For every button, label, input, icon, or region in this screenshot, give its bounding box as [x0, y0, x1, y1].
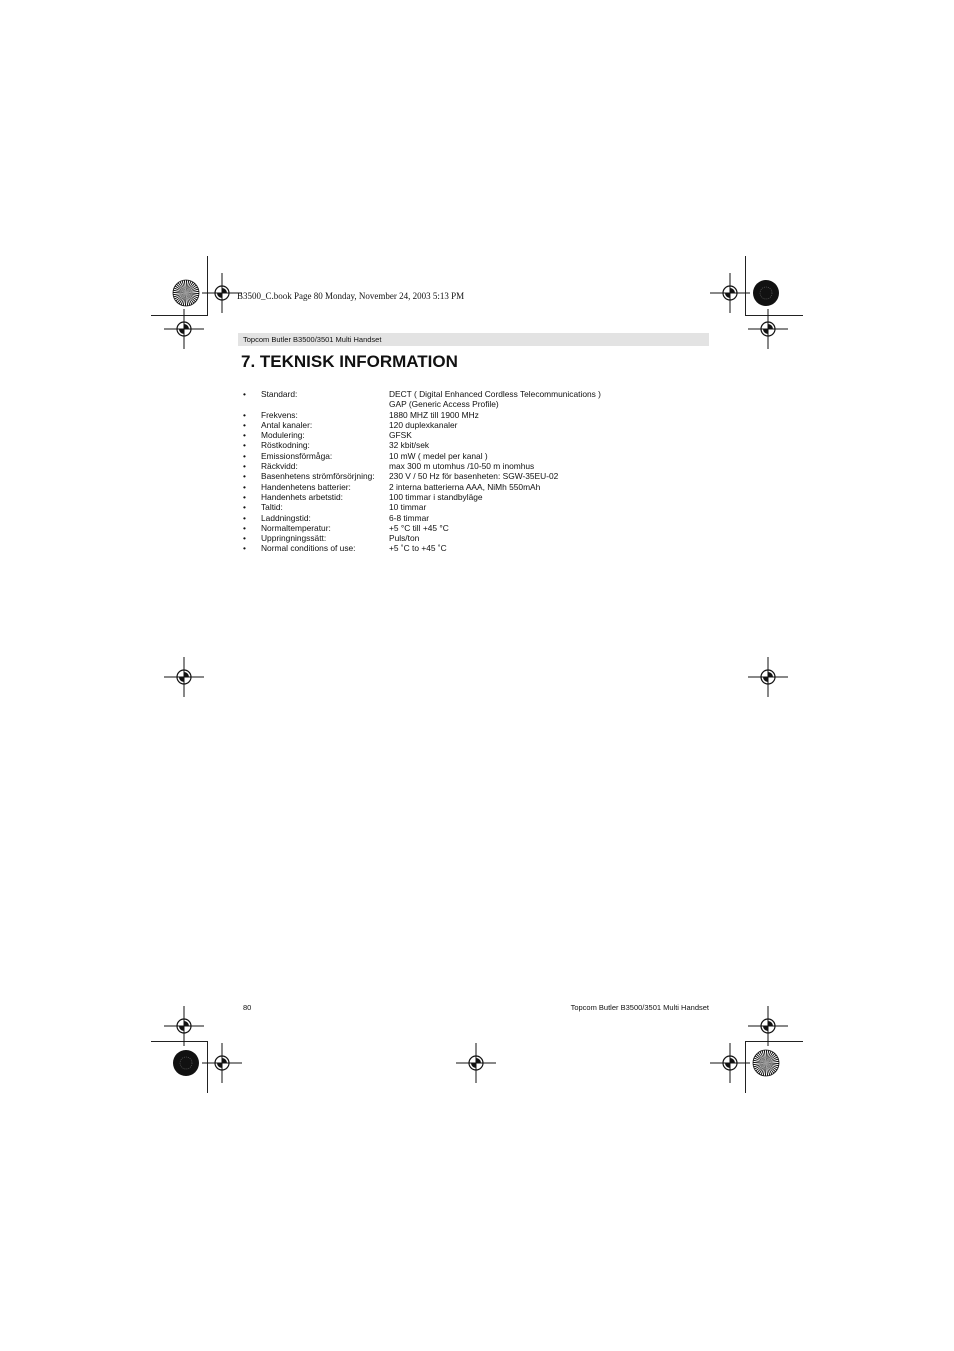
spec-label: Laddningstid: [261, 512, 311, 523]
bullet: • [243, 512, 246, 523]
spec-row [241, 513, 711, 523]
print-info-line: B3500_C.book Page 80 Monday, November 24, 2003 5:13 PM [237, 291, 465, 301]
bullet: • [243, 409, 246, 420]
bullet: • [243, 389, 246, 399]
bullet: • [243, 502, 246, 513]
spec-value: DECT ( Digital Enhanced Cordless Telecommunications ) [389, 389, 601, 399]
registration-mark [164, 309, 204, 349]
spec-value-continuation: GAP (Generic Access Profile) [389, 399, 499, 410]
registration-mark [710, 273, 750, 313]
spec-label: Uppringningssätt: [261, 533, 327, 544]
spec-value: +5 ˚C to +45 ˚C [389, 543, 447, 554]
registration-mark [164, 1006, 204, 1046]
registration-mark [164, 657, 204, 697]
starburst-mark [752, 1049, 780, 1077]
bullet: • [243, 430, 246, 441]
spec-label: Normaltemperatur: [261, 522, 331, 533]
spec-label: Basenhetens strömförsörjning: [261, 471, 375, 482]
target-mark-dark [752, 279, 780, 307]
spec-row [241, 471, 711, 481]
spec-label: Röstkodning: [261, 440, 310, 451]
spec-label: Handenhetens batterier: [261, 481, 351, 492]
spec-row [241, 482, 711, 492]
spec-value: GFSK [389, 430, 412, 441]
spec-value: max 300 m utomhus /10-50 m inomhus [389, 461, 535, 472]
bullet: • [243, 543, 246, 554]
spec-row [241, 430, 711, 440]
spec-row [241, 410, 711, 420]
spec-list [241, 389, 711, 554]
spec-value: 230 V / 50 Hz för basenheten: SGW-35EU-02 [389, 471, 559, 482]
section-title: 7. TEKNISK INFORMATION [241, 352, 458, 371]
bullet: • [243, 471, 246, 482]
spec-value: 120 duplexkanaler [389, 419, 458, 430]
spec-row [241, 523, 711, 533]
spec-row [241, 543, 711, 553]
registration-mark [710, 1043, 750, 1083]
registration-mark [456, 1043, 496, 1083]
footer-product: Topcom Butler B3500/3501 Multi Handset [570, 1003, 709, 1012]
bullet: • [243, 440, 246, 451]
bullet: • [243, 461, 246, 472]
spec-row [241, 389, 711, 399]
spec-row [241, 502, 711, 512]
registration-mark [202, 1043, 242, 1083]
running-header: Topcom Butler B3500/3501 Multi Handset [243, 335, 382, 344]
bullet: • [243, 481, 246, 492]
spec-value: 1880 MHZ till 1900 MHz [389, 409, 479, 420]
spec-row [241, 451, 711, 461]
spec-label: Standard: [261, 389, 298, 399]
spec-value: 10 timmar [389, 502, 427, 513]
bullet: • [243, 522, 246, 533]
spec-value: 6-8 timmar [389, 512, 430, 523]
target-mark-dark [172, 1049, 200, 1077]
registration-mark [748, 657, 788, 697]
bullet: • [243, 491, 246, 502]
spec-row [241, 440, 711, 450]
page-number: 80 [243, 1003, 252, 1012]
spec-row [241, 461, 711, 471]
spec-label: Handenhets arbetstid: [261, 491, 343, 502]
registration-mark [748, 309, 788, 349]
bullet: • [243, 450, 246, 461]
registration-mark [202, 273, 242, 313]
spec-value: 100 timmar i standbyläge [389, 491, 483, 502]
spec-row [241, 533, 711, 543]
registration-mark [748, 1006, 788, 1046]
spec-label: Normal conditions of use: [261, 543, 356, 554]
spec-value: 10 mW ( medel per kanal ) [389, 450, 488, 461]
spec-value: 32 kbit/sek [389, 440, 430, 451]
spec-label: Räckvidd: [261, 461, 298, 472]
bullet: • [243, 419, 246, 430]
spec-label: Modulering: [261, 430, 305, 441]
spec-row [241, 420, 711, 430]
spec-value: Puls/ton [389, 533, 420, 544]
spec-label: Frekvens: [261, 409, 298, 420]
spec-label: Taltid: [261, 502, 283, 513]
starburst-mark [172, 279, 200, 307]
spec-label: Antal kanaler: [261, 419, 313, 430]
spec-row-continuation [241, 399, 711, 409]
spec-row [241, 492, 711, 502]
bullet: • [243, 533, 246, 544]
spec-value: 2 interna batterierna AAA, NiMh 550mAh [389, 481, 541, 492]
spec-value: +5 °C till +45 °C [389, 522, 449, 533]
spec-label: Emissionsförmåga: [261, 450, 333, 461]
